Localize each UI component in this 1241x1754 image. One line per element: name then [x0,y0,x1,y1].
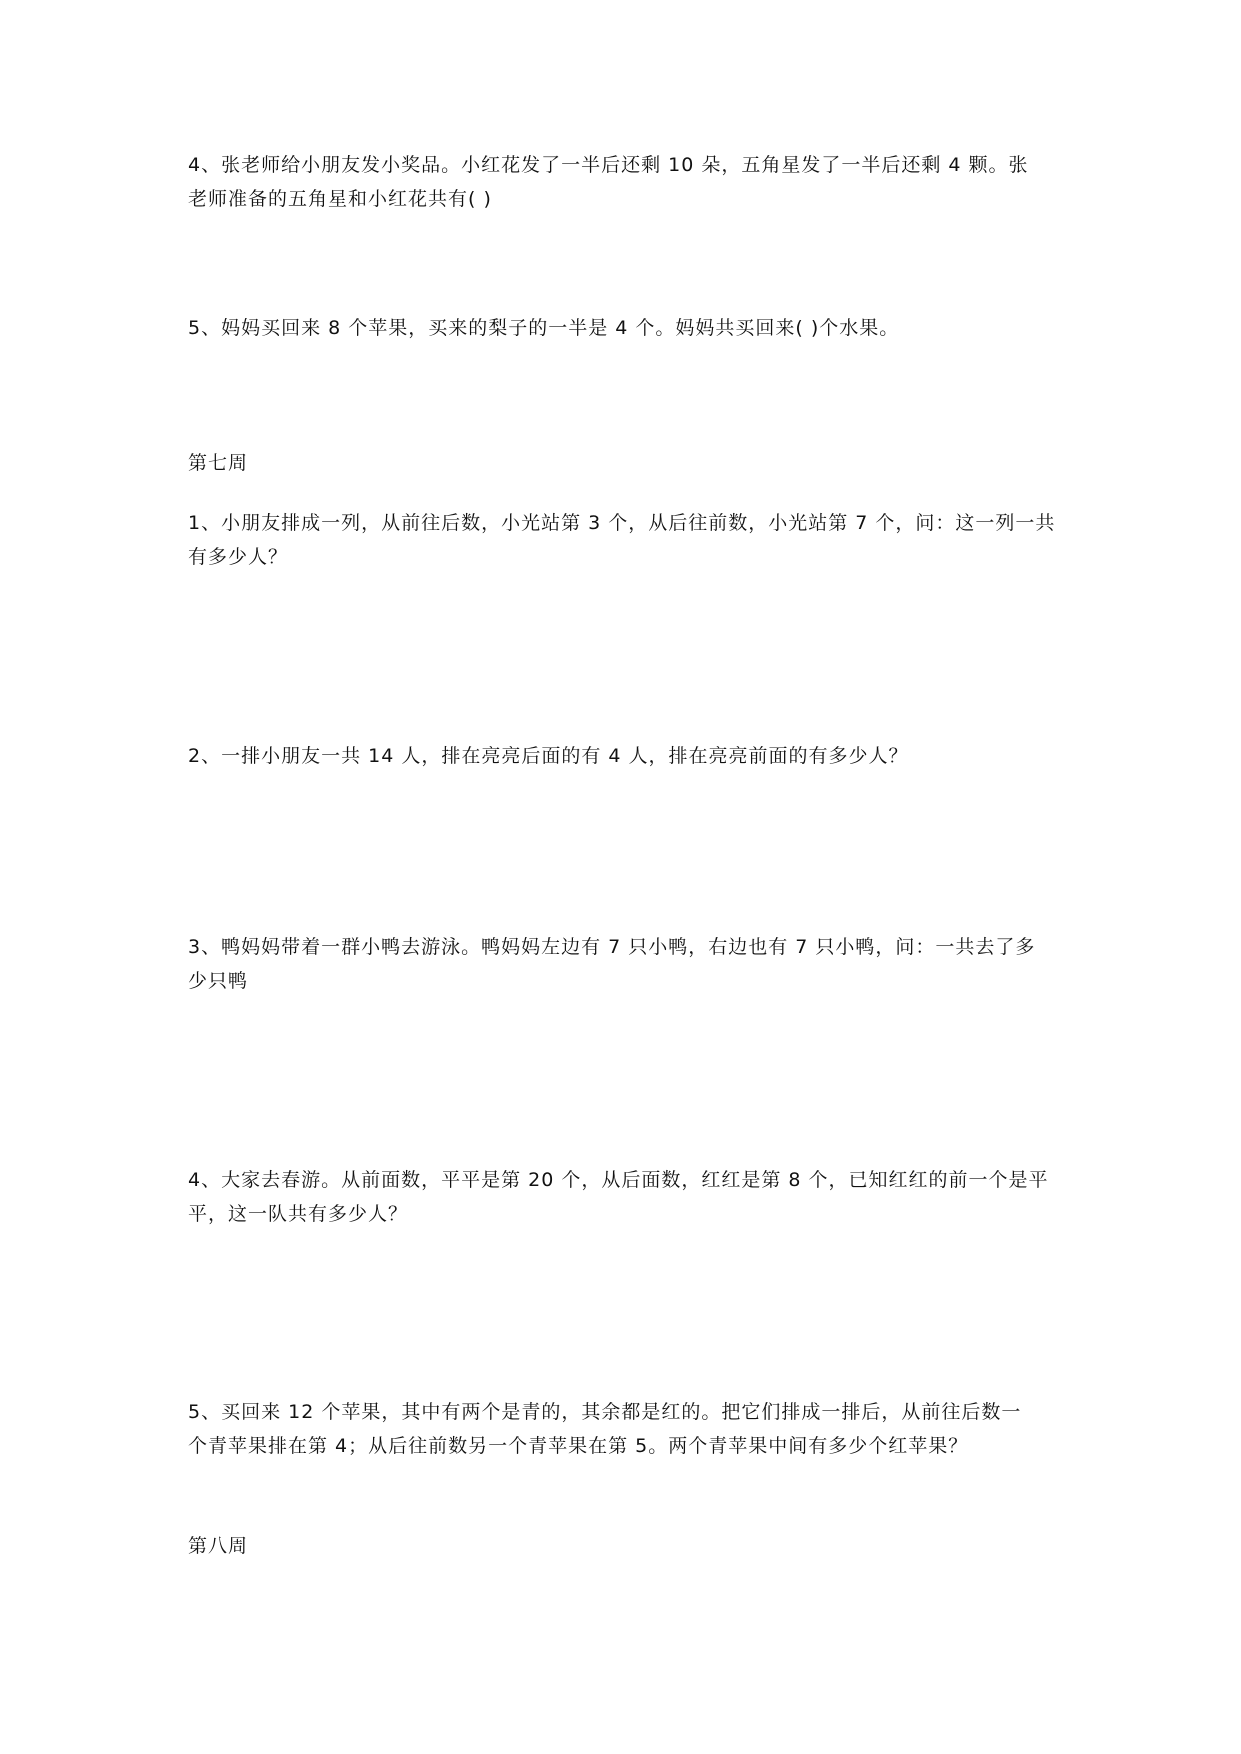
week7-question-3 [188,930,1058,998]
question-text-line: 有多少人？ [188,546,289,568]
week-8-heading: 第八周 [188,1535,249,1557]
question-4-prev [188,148,1058,216]
question-text-line: 少只鸭 [188,970,249,992]
question-5-prev [188,311,1058,345]
question-text-line: 5、买回来 12 个苹果，其中有两个是青的，其余都是红的。把它们排成一排后，从前往后数一 [188,1401,1022,1423]
question-text-line: 1、小朋友排成一列，从前往后数，小光站第 3 个，从后往前数，小光站第 7 个，问：这一列一共 [188,512,1056,534]
question-text-line: 5、妈妈买回来 8 个苹果，买来的梨子的一半是 4 个。妈妈共买回来( )个水果。 [188,317,900,339]
question-text-line: 4、大家去春游。从前面数，平平是第 20 个，从后面数，红红是第 8 个，已知红红的前一个是平 [188,1169,1049,1191]
question-text-line: 3、鸭妈妈带着一群小鸭去游泳。鸭妈妈左边有 7 只小鸭，右边也有 7 只小鸭，问：一共去了多 [188,936,1036,958]
question-text-line: 2、一排小朋友一共 14 人，排在亮亮后面的有 4 人，排在亮亮前面的有多少人？ [188,745,909,767]
question-text-line: 老师准备的五角星和小红花共有( ) [188,188,492,210]
question-text-line: 4、张老师给小朋友发小奖品。小红花发了一半后还剩 10 朵，五角星发了一半后还剩 4 颗。张 [188,154,1029,176]
week7-question-1 [188,506,1058,574]
week7-question-2 [188,739,1058,773]
week-7-heading: 第七周 [188,452,249,474]
question-text-line: 平，这一队共有多少人？ [188,1203,409,1225]
week7-question-4 [188,1163,1058,1231]
question-text-line: 个青苹果排在第 4；从后往前数另一个青苹果在第 5。两个青苹果中间有多少个红苹果？ [188,1435,969,1457]
week7-question-5 [188,1395,1058,1463]
